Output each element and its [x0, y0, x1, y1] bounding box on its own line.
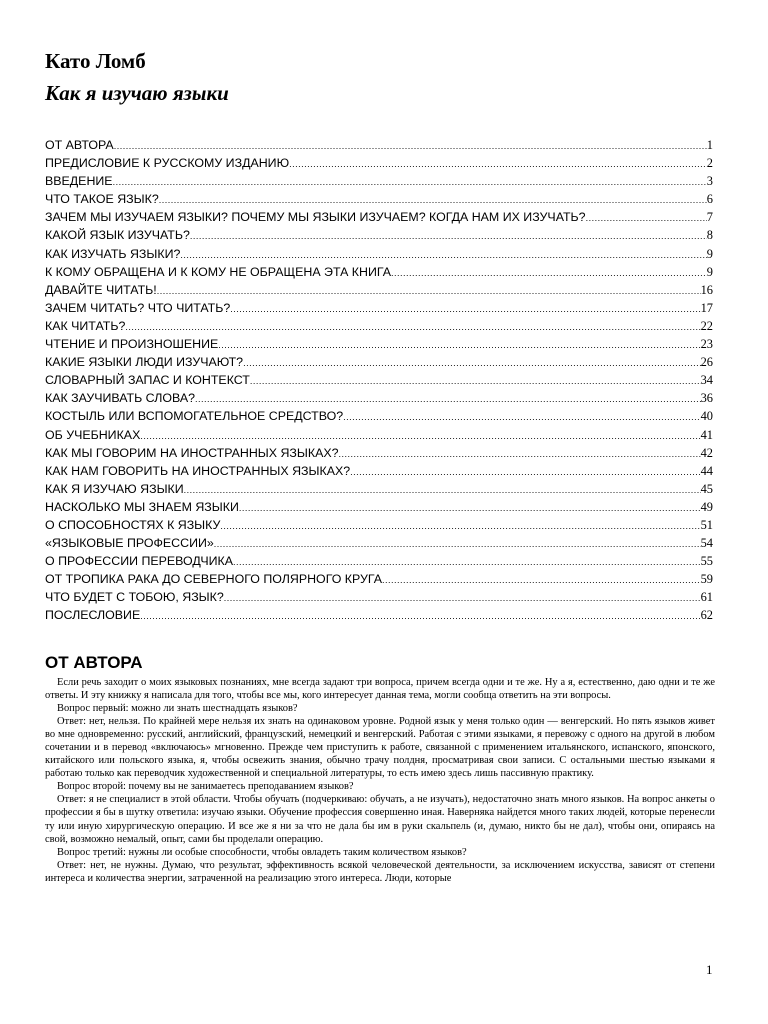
toc-entry-title: ЗАЧЕМ ЧИТАТЬ? ЧТО ЧИТАТЬ?	[45, 300, 231, 315]
toc-entry-page: 44	[700, 463, 713, 478]
toc-entry-page: 61	[700, 590, 713, 605]
toc-dot-leader	[289, 155, 707, 172]
toc-dot-leader	[224, 589, 701, 606]
toc-entry-title: КАКОЙ ЯЗЫК ИЗУЧАТЬ?	[45, 228, 190, 243]
toc-dot-leader	[159, 191, 707, 208]
toc-entry[interactable]	[45, 552, 713, 570]
toc-dot-leader	[214, 535, 701, 552]
toc-entry[interactable]	[45, 226, 713, 244]
toc-entry-title: КАК ЧИТАТЬ?	[45, 318, 126, 333]
toc-entry-title: ОТ ТРОПИКА РАКА ДО СЕВЕРНОГО ПОЛЯРНОГО КРУГА	[45, 572, 383, 587]
author-name: Като Ломб	[45, 49, 146, 73]
toc-entry-page: 9	[706, 246, 713, 261]
toc-entry-title: ЧТЕНИЕ И ПРОИЗНОШЕНИЕ	[45, 337, 219, 352]
toc-entry[interactable]	[45, 317, 713, 335]
toc-entry[interactable]	[45, 480, 713, 498]
toc-entry-page: 1	[706, 138, 713, 152]
toc-entry-page: 41	[700, 427, 713, 442]
toc-entry[interactable]	[45, 136, 713, 154]
toc-entry-page: 55	[700, 554, 713, 569]
toc-entry[interactable]	[45, 335, 713, 353]
toc-entry-page: 49	[700, 499, 713, 514]
toc-entry[interactable]	[45, 588, 713, 606]
toc-entry[interactable]	[45, 570, 713, 588]
toc-entry-page: 36	[700, 391, 713, 406]
toc-entry-title: КАК ЗАУЧИВАТЬ СЛОВА?	[45, 391, 195, 406]
toc-entry-title: ЧТО БУДЕТ С ТОБОЮ, ЯЗЫК?	[45, 590, 224, 605]
toc-dot-leader	[343, 408, 701, 425]
toc-entry-page: 16	[700, 282, 713, 297]
toc-dot-leader	[339, 445, 701, 462]
toc-entry[interactable]	[45, 498, 713, 516]
toc-entry-title: ПОСЛЕСЛОВИЕ	[45, 608, 141, 623]
toc-entry[interactable]	[45, 534, 713, 552]
book-title: Как я изучаю языки	[45, 81, 229, 105]
toc-dot-leader	[218, 336, 700, 353]
toc-dot-leader	[190, 227, 707, 244]
toc-dot-leader	[125, 318, 700, 335]
toc-entry[interactable]	[45, 426, 713, 444]
toc-entry-page: 17	[700, 300, 713, 315]
toc-entry-page: 45	[700, 481, 713, 496]
toc-entry[interactable]	[45, 263, 713, 281]
toc-entry[interactable]	[45, 172, 713, 190]
toc-entry[interactable]	[45, 444, 713, 462]
toc-entry-title: К КОМУ ОБРАЩЕНА И К КОМУ НЕ ОБРАЩЕНА ЭТА КНИГА	[45, 264, 392, 279]
toc-entry-page: 40	[700, 409, 713, 424]
toc-entry-title: ОБ УЧЕБНИКАХ	[45, 427, 141, 442]
toc-entry[interactable]	[45, 606, 713, 624]
toc-entry-page: 8	[706, 228, 713, 243]
toc-entry-page: 2	[706, 156, 713, 171]
toc-dot-leader	[140, 427, 700, 444]
toc-entry-page: 3	[706, 174, 713, 189]
toc-dot-leader	[243, 354, 701, 371]
toc-entry-title: «ЯЗЫКОВЫЕ ПРОФЕССИИ»	[45, 536, 214, 551]
toc-entry-page: 59	[700, 572, 713, 587]
toc-dot-leader	[250, 372, 701, 389]
toc-entry-page: 34	[700, 373, 713, 388]
toc-entry-page: 26	[700, 355, 713, 370]
toc-dot-leader	[140, 607, 700, 624]
body-paragraph: Если речь заходит о моих языковых познаниях, мне всегда задают три вопроса, причем всегда одни и те же. Ну а я, естественно, даю одни и те же ответы. И эту книжку я написала для того, чтобы все мы, кого интересует данная тема, могли сообща ответить на эти вопросы.	[45, 677, 715, 702]
toc-dot-leader	[230, 300, 700, 317]
toc-entry-title: ЗАЧЕМ МЫ ИЗУЧАЕМ ЯЗЫКИ? ПОЧЕМУ МЫ ЯЗЫКИ ИЗУЧАЕМ? КОГДА НАМ ИХ ИЗУЧАТЬ?	[45, 210, 586, 225]
toc-dot-leader	[184, 481, 701, 498]
toc-entry-title: О ПРОФЕССИИ ПЕРЕВОДЧИКА	[45, 554, 233, 569]
toc-dot-leader	[382, 571, 701, 588]
toc-entry-page: 62	[700, 608, 713, 623]
toc-dot-leader	[180, 246, 706, 263]
toc-entry[interactable]	[45, 245, 713, 263]
toc-dot-leader	[233, 553, 701, 570]
toc-entry[interactable]	[45, 190, 713, 208]
toc-entry-page: 23	[700, 337, 713, 352]
body-paragraph: Вопрос второй: почему вы не занимаетесь преподаванием языков?	[57, 781, 354, 793]
toc-entry-title: КАК НАМ ГОВОРИТЬ НА ИНОСТРАННЫХ ЯЗЫКАХ?	[45, 463, 351, 478]
toc-entry-title: ПРЕДИСЛОВИЕ К РУССКОМУ ИЗДАНИЮ	[45, 156, 290, 171]
toc-entry-title: ВВЕДЕНИЕ	[45, 174, 113, 189]
toc-dot-leader	[113, 173, 707, 190]
section-heading: ОТ АВТОРА	[45, 653, 143, 672]
toc-entry[interactable]	[45, 281, 713, 299]
toc-entry-page: 6	[706, 192, 713, 207]
toc-entry[interactable]	[45, 208, 713, 226]
body-paragraph: Ответ: нет, не нужны. Думаю, что результат, эффективность всякой человеческой деятельности, за исключением искусства, зависят от степени интереса и количества энергии, затраченной на реализацию этого интереса. Люди, которые	[45, 859, 715, 884]
toc-entry-page: 9	[706, 264, 713, 279]
toc-entry-title: СЛОВАРНЫЙ ЗАПАС И КОНТЕКСТ	[45, 373, 250, 388]
toc-entry[interactable]	[45, 516, 713, 534]
section-body	[45, 676, 715, 885]
toc-dot-leader	[195, 390, 701, 407]
toc-entry-title: КАК ИЗУЧАТЬ ЯЗЫКИ?	[45, 246, 181, 261]
body-paragraph: Вопрос первый: можно ли знать шестнадцать языков?	[57, 703, 298, 715]
toc-entry-page: 51	[700, 517, 713, 532]
toc-dot-leader	[114, 137, 707, 154]
toc-entry[interactable]	[45, 371, 713, 389]
toc-entry-title: КАК МЫ ГОВОРИМ НА ИНОСТРАННЫХ ЯЗЫКАХ?	[45, 445, 339, 460]
toc-entry-page: 42	[700, 445, 713, 460]
toc-entry[interactable]	[45, 389, 713, 407]
body-paragraph: Ответ: нет, нельзя. По крайней мере нельзя их знать на одинаковом уровне. Родной язык у меня только один — венгерский. Но пять языков живет во мне одновременно: русский, английский, французский, немецкий и венгерский. Работая с этими языками, я перевожу с одного на другой в любом сочетании и в перевод «включаюсь» мгновенно. Прежде чем приступить к работе, связанной с применением итальянского, испанского, японского, китайского или польского языка, я, чтобы освежить знания, обычно трачу полдня, просматривая свои записи. С остальными шестью языками я работаю только как переводчик художественной и специальной литературы, то есть имею здесь лишь пассивную практику.	[45, 716, 715, 780]
table-of-contents	[45, 136, 713, 625]
toc-dot-leader	[391, 264, 707, 281]
toc-entry-title: КАК Я ИЗУЧАЮ ЯЗЫКИ	[45, 481, 184, 496]
toc-entry[interactable]	[45, 353, 713, 371]
toc-dot-leader	[220, 517, 700, 534]
toc-entry[interactable]	[45, 407, 713, 425]
body-paragraph: Ответ: я не специалист в этой области. Чтобы обучать (подчеркиваю: обучать, а не изучать), недостаточно знать много языков. На вопрос анкеты о профессии я бы в шутку ответила: изучаю языки. Обучение профессия совершенно иная. Наверняка найдется много таких людей, которые перенесли ту или иную хирургическую операцию. И все же я ни за что не дала бы им в руки скальпель (и, думаю, никто бы не дал), чтобы они, опираясь на свой, возможно немалый, опыт, сами бы проделали операцию.	[45, 794, 715, 845]
toc-dot-leader	[586, 209, 707, 226]
toc-entry-title: КАКИЕ ЯЗЫКИ ЛЮДИ ИЗУЧАЮТ?	[45, 355, 244, 370]
toc-entry[interactable]	[45, 154, 713, 172]
toc-entry-title: НАСКОЛЬКО МЫ ЗНАЕМ ЯЗЫКИ	[45, 499, 239, 514]
toc-entry-page: 54	[700, 536, 713, 551]
toc-entry-title: ЧТО ТАКОЕ ЯЗЫК?	[45, 192, 159, 207]
toc-dot-leader	[239, 499, 701, 516]
toc-entry-title: ДАВАЙТЕ ЧИТАТЬ!	[45, 282, 157, 297]
toc-dot-leader	[350, 463, 700, 480]
toc-entry-page: 22	[700, 318, 713, 333]
body-paragraph: Вопрос третий: нужны ли особые способности, чтобы овладеть таким количеством языков?	[57, 846, 467, 858]
toc-entry-title: ОТ АВТОРА	[45, 138, 114, 152]
toc-entry-title: О СПОСОБНОСТЯХ К ЯЗЫКУ	[45, 517, 221, 532]
page-number: 1	[706, 962, 713, 977]
toc-entry-page: 7	[706, 210, 713, 225]
toc-dot-leader	[157, 282, 701, 299]
toc-entry[interactable]	[45, 462, 713, 480]
toc-entry[interactable]	[45, 299, 713, 317]
toc-entry-title: КОСТЫЛЬ ИЛИ ВСПОМОГАТЕЛЬНОЕ СРЕДСТВО?	[45, 409, 344, 424]
